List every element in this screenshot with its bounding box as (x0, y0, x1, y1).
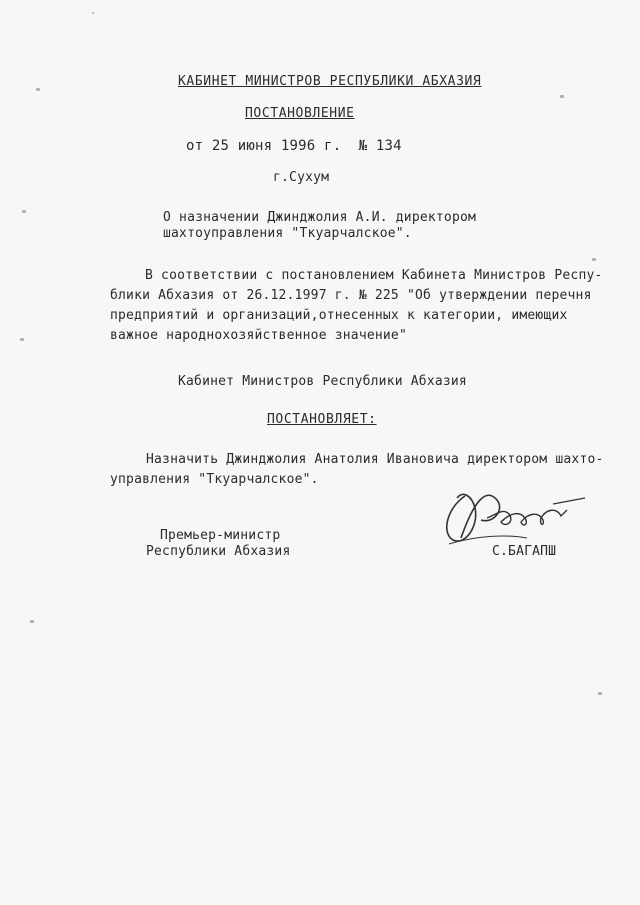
decision-line: Назначить Джинджолия Анатолия Ивановича директором шахто- (146, 452, 604, 467)
body-paragraph-line: важное народнохозяйственное значение" (110, 328, 407, 343)
body-paragraph-line: В соответствии с постановлением Кабинета Министров Респу- (145, 268, 603, 283)
date-and-number: от 25 июня 1996 г. № 134 (186, 138, 402, 154)
scan-speck (598, 692, 602, 695)
document-type-heading: ПОСТАНОВЛЕНИЕ (245, 106, 355, 121)
scan-speck (22, 210, 26, 213)
subject-line: шахтоуправления "Ткуарчалское". (163, 226, 412, 241)
signer-name: С.БАГАПШ (492, 544, 557, 559)
decision-line: управления "Ткуарчалское". (110, 472, 319, 487)
scan-speck (92, 12, 94, 14)
scan-speck (30, 620, 34, 623)
subject-line: О назначении Джинджолия А.И. директором (163, 210, 477, 225)
resolves-heading: ПОСТАНОВЛЯЕТ: (267, 412, 377, 427)
signer-title: Премьер-министр (160, 528, 281, 543)
body-paragraph-line: предприятий и организаций,отнесенных к категории, имеющих (110, 308, 568, 323)
body-paragraph-line: блики Абхазия от 26.12.1997 г. № 225 "Об утверждении перечня (110, 288, 592, 303)
cabinet-line: Кабинет Министров Республики Абхазия (178, 374, 467, 389)
organization-heading: КАБИНЕТ МИНИСТРОВ РЕСПУБЛИКИ АБХАЗИЯ (178, 74, 482, 89)
signer-title: Республики Абхазия (146, 544, 291, 559)
place-of-issue: г.Сухум (273, 170, 330, 185)
scan-speck (20, 338, 24, 341)
scan-speck (592, 258, 596, 261)
scan-speck (36, 88, 40, 91)
scan-speck (560, 95, 564, 98)
